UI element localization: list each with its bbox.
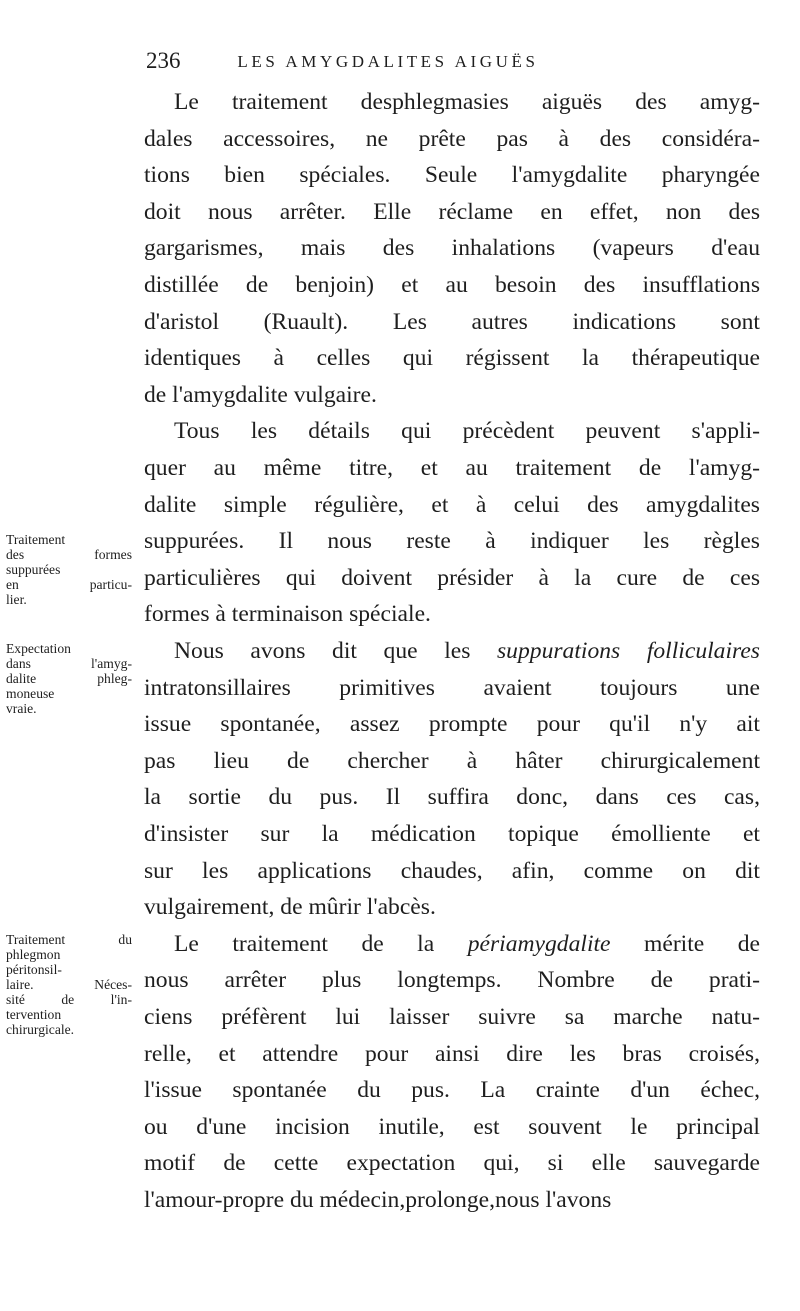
body-line: l'issue spontanée du pus. La crainte d'un échec,: [144, 1077, 760, 1104]
margin-note-line: sité de l'in-: [6, 992, 132, 1007]
body-line: issue spontanée, assez prompte pour qu'il n'y ait: [144, 711, 760, 738]
margin-note-line: moneuse: [6, 686, 55, 701]
body-line: motif de cette expectation qui, si elle sauvegarde: [144, 1150, 760, 1177]
margin-note-line: dalite phleg-: [6, 671, 132, 686]
body-line: tions bien spéciales. Seule l'amygdalite pharyngée: [144, 162, 760, 189]
margin-note-line: phlegmon: [6, 947, 61, 962]
body-line: dales accessoires, ne prête pas à des considéra-: [144, 125, 760, 152]
page-header: [146, 42, 616, 82]
margin-note-line: chirurgicale.: [6, 1022, 75, 1037]
body-line: sur les applications chaudes, afin, comme on dit: [144, 857, 760, 884]
body-line: Le traitement desphlegmasies aiguës des amyg-: [174, 89, 760, 115]
body-line: relle, et attendre pour ainsi dire les bras croisés,: [144, 1040, 760, 1067]
body-line: ciens préfèrent lui laisser suivre sa marche natu-: [144, 1004, 760, 1030]
body-line: identiques à celles qui régissent la thérapeutique: [144, 345, 760, 372]
margin-note-line: péritonsil-: [6, 962, 62, 977]
margin-note-line: des formes: [6, 547, 132, 562]
body-line: distillée de benjoin) et au besoin des insufflations: [144, 272, 760, 298]
margin-note-line: Traitement: [6, 532, 66, 547]
body-line: gargarismes, mais des inhalations (vapeurs d'eau: [144, 235, 760, 262]
body-line: Tous les détails qui précèdent peuvent s'appli-: [174, 418, 760, 445]
margin-note-expectation: [6, 641, 132, 716]
body-line: pas lieu de chercher à hâter chirurgicalement: [144, 747, 760, 774]
body-line: d'aristol (Ruault). Les autres indications sont: [144, 308, 760, 335]
body-line: doit nous arrêter. Elle réclame en effet, non des: [144, 198, 760, 225]
margin-note-line: laire. Néces-: [6, 977, 132, 992]
body-line-emph: [174, 633, 760, 670]
body-line: nous arrêter plus longtemps. Nombre de prati-: [144, 967, 760, 994]
margin-note-line: en particu-: [6, 577, 132, 592]
margin-note-line: lier.: [6, 592, 27, 607]
body-line-emph: [174, 926, 760, 963]
body-line: quer au même titre, et au traitement de l'amyg-: [144, 455, 760, 481]
margin-note-line: vraie.: [6, 701, 37, 716]
page-number: 236: [146, 48, 181, 73]
body-line: suppurées. Il nous reste à indiquer les règles: [144, 528, 760, 555]
margin-note-line: Traitement du: [6, 932, 132, 947]
body-line: dalite simple régulière, et à celui des amygdalites: [144, 491, 760, 518]
body-line: particulières qui doivent présider à la cure de ces: [144, 564, 760, 591]
body-text: Nous avons dit que les: [174, 638, 497, 664]
body-text: mérite de: [610, 930, 760, 957]
body-text: Le traitement de la: [174, 930, 468, 957]
body-line: d'insister sur la médication topique émolliente et: [144, 821, 760, 847]
italic-term: suppurations folliculaires: [497, 638, 760, 664]
body-line: ou d'une incision inutile, est souvent le principal: [144, 1113, 760, 1140]
margin-note-line: Expectation: [6, 641, 71, 656]
body-line: de l'amygdalite vulgaire.: [144, 381, 377, 408]
italic-term: périamygdalite: [467, 930, 611, 957]
body-line: la sortie du pus. Il suffira donc, dans ces cas,: [144, 784, 760, 811]
body-line: formes à terminaison spéciale.: [144, 601, 431, 628]
body-line: l'amour-propre du médecin,prolonge,nous l'avons: [144, 1187, 612, 1213]
body-line: vulgairement, de mûrir l'abcès.: [144, 894, 436, 921]
margin-note-treatment-suppurated: [6, 532, 132, 607]
margin-note-phlegmon-treatment: [6, 932, 132, 1037]
margin-note-line: tervention: [6, 1007, 62, 1022]
body-line: intratonsillaires primitives avaient toujours une: [144, 674, 760, 701]
margin-note-line: suppurées: [6, 562, 61, 577]
running-head: LES AMYGDALITES AIGUËS: [237, 52, 539, 71]
margin-note-line: dans l'amyg-: [6, 656, 132, 671]
